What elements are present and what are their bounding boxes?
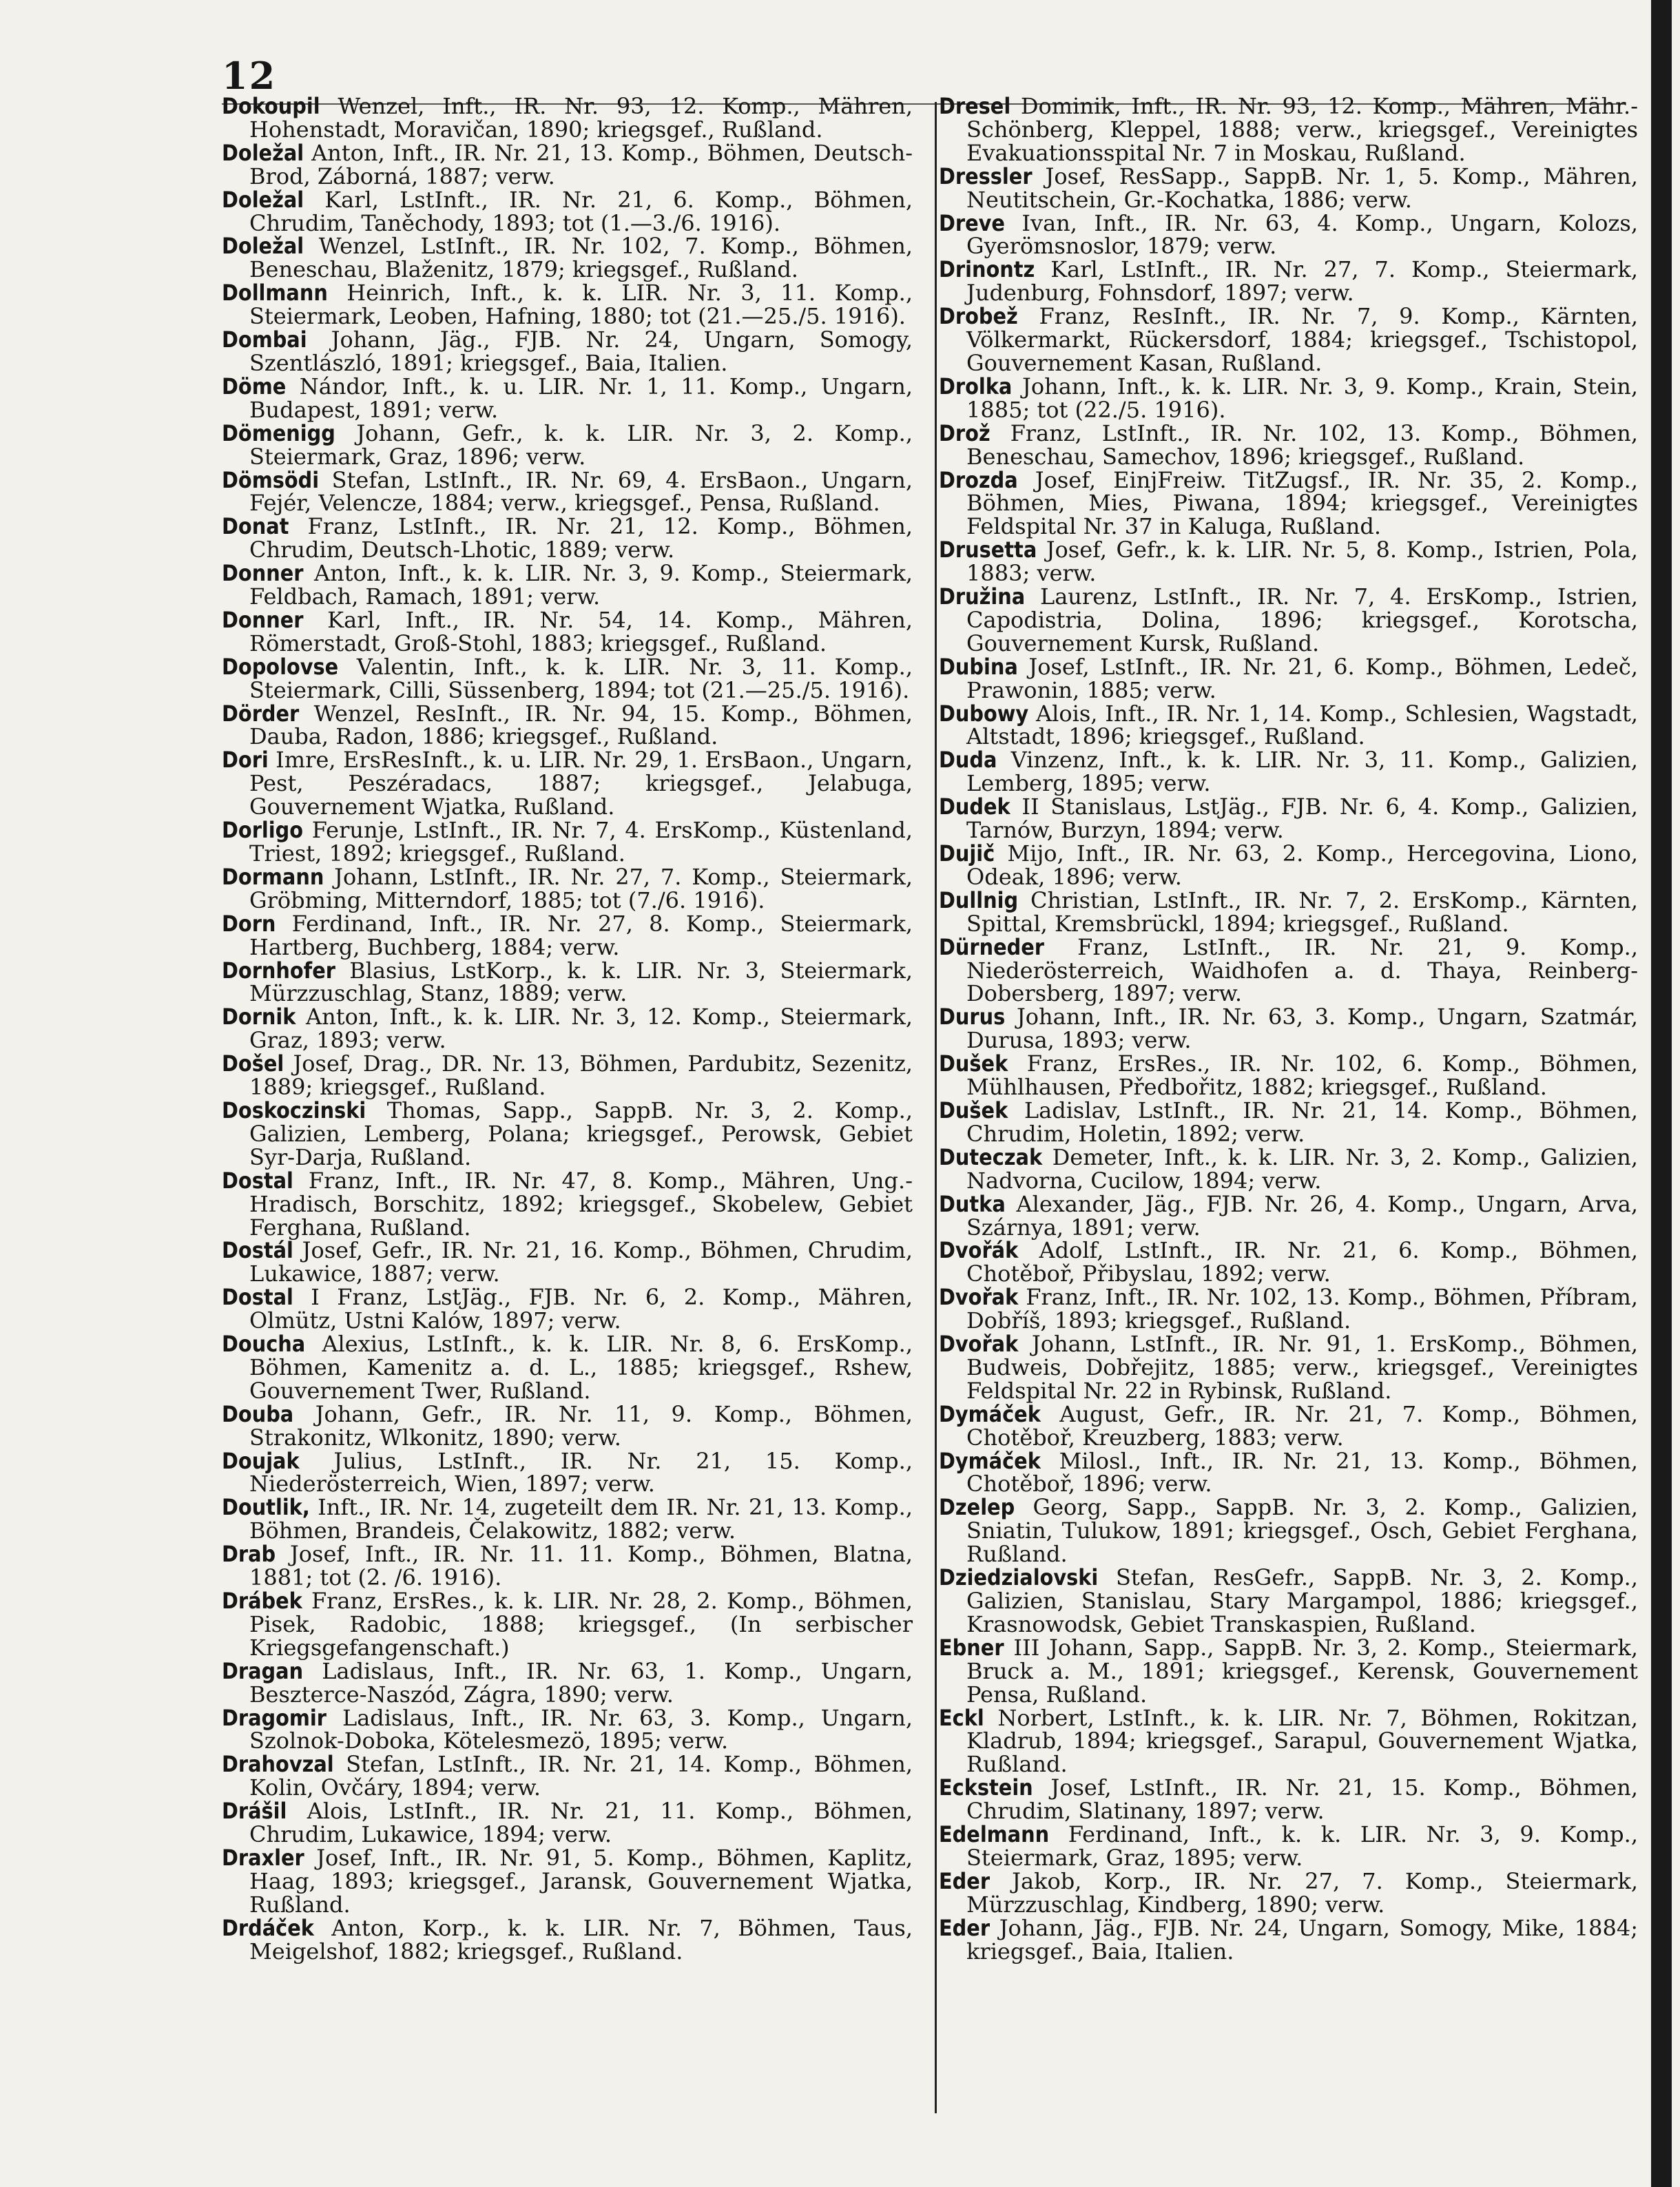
casualty-entry — [939, 466, 1639, 540]
casualty-entry — [939, 1286, 1638, 1333]
casualty-entry — [222, 863, 913, 913]
entry-details: Anton, Inft., IR. Nr. 21, 13. Komp., Böhmen, Deutsch-Brod, Záborná, 1887; verw. — [249, 139, 913, 189]
casualty-entry — [939, 209, 1638, 260]
casualty-entry — [939, 1914, 1639, 1965]
casualty-entry — [939, 1566, 1638, 1637]
entry-surname: Dubina — [939, 653, 1018, 680]
entry-details: Vinzenz, Inft., k. k. LIR. Nr. 3, 11. Komp., Galizien, Lemberg, 1895; verw. — [966, 747, 1639, 797]
entry-surname: Doležal — [222, 186, 304, 213]
entry-details: Ivan, Inft., IR. Nr. 63, 4. Komp., Ungarn, Kolozs, Gyerömsnoslor, 1879; verw. — [966, 209, 1638, 260]
entry-surname: Dornhofer — [222, 957, 335, 984]
entry-surname: Dutka — [939, 1190, 1006, 1217]
entry-details: Thomas, Sapp., SappB. Nr. 3, 2. Komp., Galizien, Lemberg, Polana; kriegsgef., Perowsk, Gebiet Syr-Darja, Rußland. — [249, 1097, 913, 1170]
entry-surname: Dujič — [939, 840, 995, 867]
casualty-entry — [222, 1753, 913, 1800]
entry-details: Jakob, Korp., IR. Nr. 27, 7. Komp., Steiermark, Mürzzuschlag, Kindberg, 1890; verw. — [966, 1867, 1639, 1918]
entry-surname: Dopolovse — [222, 653, 339, 680]
entry-details: Heinrich, Inft., k. k. LIR. Nr. 3, 11. Komp., Steiermark, Leoben, Hafning, 1880; tot (21.—25./5. 1916). — [249, 280, 913, 330]
entry-details: Franz, ResInft., IR. Nr. 7, 9. Komp., Kärnten, Völkermarkt, Rückersdorf, 1884; kriegsgef., Tschistopol, Gouvernement Kasan, Rußland. — [966, 303, 1638, 376]
entry-details: III Johann, Sapp., SappB. Nr. 3, 2. Komp., Steiermark, Bruck a. M., 1891; kriegsgef., Kerensk, Gouvernement Pensa, Rußland. — [966, 1634, 1638, 1708]
entry-details: II Stanislaus, LstJäg., FJB. Nr. 6, 4. Komp., Galizien, Tarnów, Burzyn, 1894; verw. — [966, 794, 1639, 844]
entry-details: Anton, Korp., k. k. LIR. Nr. 7, Böhmen, Taus, Meigelshof, 1882; kriegsgef., Rußland. — [249, 1914, 913, 1965]
casualty-entry — [939, 749, 1638, 796]
entry-surname: Doujak — [222, 1447, 300, 1474]
entry-surname: Drusetta — [939, 537, 1037, 563]
entry-details: Wenzel, Inft., IR. Nr. 93, 12. Komp., Mähren, Hohenstadt, Moravičan, 1890; kriegsgef., Rußland. — [249, 93, 913, 143]
entry-details: Josef, Gefr., k. k. LIR. Nr. 5, 8. Komp., Istrien, Pola, 1883; verw. — [966, 537, 1639, 587]
entry-details: Anton, Inft., k. k. LIR. Nr. 3, 9. Komp., Steiermark, Feldbach, Ramach, 1891; verw. — [249, 560, 913, 610]
page-number: 12 — [222, 54, 277, 98]
casualty-entry — [939, 419, 1638, 470]
casualty-entry — [222, 466, 913, 517]
entry-details: Alois, Inft., IR. Nr. 1, 14. Komp., Schlesien, Wagstadt, Altstadt, 1896; kriegsgef., Rußland. — [966, 700, 1639, 750]
entry-details: Josef, LstInft., IR. Nr. 21, 6. Komp., Böhmen, Ledeč, Prawonin, 1885; verw. — [966, 653, 1639, 703]
casualty-entry — [222, 95, 913, 142]
entry-details: Milosl., Inft., IR. Nr. 21, 13. Komp., Böhmen, Chotěboř, 1896; verw. — [966, 1447, 1639, 1497]
entry-surname: Eder — [939, 1867, 991, 1894]
entry-surname: Drdáček — [222, 1914, 314, 1941]
casualty-entry — [939, 796, 1638, 842]
entry-details: Dominik, Inft., IR. Nr. 93, 12. Komp., Mähren, Mähr.-Schönberg, Kleppel, 1888; verw., kriegsgef., Vereinigtes Evakuationsspital Nr. 7 in Moskau, Rußland. — [966, 93, 1639, 166]
casualty-entry — [939, 1400, 1639, 1451]
entry-surname: Dudek — [939, 794, 1010, 820]
casualty-entry — [939, 585, 1638, 656]
entry-surname: Drolka — [939, 373, 1013, 400]
entry-surname: Dymáček — [939, 1400, 1041, 1427]
casualty-entry — [222, 282, 913, 329]
entry-details: Inft., IR. Nr. 14, zugeteilt dem IR. Nr. 21, 13. Komp., Böhmen, Brandeis, Čelakowitz, 1882; verw. — [249, 1494, 913, 1544]
casualty-entry — [222, 1543, 913, 1590]
entry-surname: Drobež — [939, 303, 1018, 330]
entry-details: Josef, Drag., DR. Nr. 13, Böhmen, Pardubitz, Sezenitz, 1889; kriegsgef., Rußland. — [249, 1050, 913, 1101]
casualty-entry — [939, 1099, 1638, 1146]
entry-surname: Drož — [939, 419, 991, 446]
casualty-entry — [939, 165, 1638, 212]
entry-details: Franz, ErsRes., k. k. LIR. Nr. 28, 2. Komp., Böhmen, Pisek, Radobic, 1888; kriegsgef., (In serbischer Kriegsgefangenschaft.) — [249, 1588, 913, 1661]
casualty-entry — [939, 1006, 1638, 1053]
casualty-entry — [222, 1496, 913, 1543]
entry-surname: Doutlik, — [222, 1494, 310, 1521]
casualty-entry — [222, 1447, 913, 1497]
entry-details: Ferdinand, Inft., IR. Nr. 27, 8. Komp., Steiermark, Hartberg, Buchberg, 1884; verw. — [249, 910, 913, 960]
entry-surname: Drábek — [222, 1588, 302, 1614]
casualty-entry — [222, 910, 913, 960]
entry-surname: Drinontz — [939, 256, 1035, 283]
casualty-entry — [939, 933, 1638, 1007]
casualty-entry — [222, 1800, 913, 1847]
entry-surname: Dormann — [222, 863, 324, 890]
entry-details: August, Gefr., IR. Nr. 21, 7. Komp., Böhmen, Chotěboř, Kreuzberg, 1883; verw. — [966, 1400, 1639, 1451]
entry-details: Mijo, Inft., IR. Nr. 63, 2. Komp., Hercegovina, Liono, Odeak, 1896; verw. — [966, 840, 1639, 890]
casualty-entry — [939, 305, 1638, 375]
entry-surname: Draxler — [222, 1844, 304, 1871]
entry-details: Ferunje, LstInft., IR. Nr. 7, 4. ErsKomp., Küstenland, Triest, 1892; kriegsgef., Rußland. — [249, 817, 913, 867]
casualty-entry — [939, 700, 1639, 750]
casualty-entry — [222, 1704, 913, 1754]
casualty-entry — [939, 1333, 1638, 1403]
entry-surname: Durus — [939, 1004, 1006, 1030]
entry-surname: Dorligo — [222, 817, 303, 844]
entry-details: Johann, Gefr., k. k. LIR. Nr. 3, 2. Komp., Steiermark, Graz, 1896; verw. — [249, 419, 913, 470]
casualty-entry — [939, 1867, 1639, 1918]
casualty-entry — [939, 1776, 1638, 1823]
entry-details: Josef, LstInft., IR. Nr. 21, 15. Komp., Böhmen, Chrudim, Slatinany, 1897; verw. — [966, 1774, 1639, 1825]
entry-details: Johann, LstInft., IR. Nr. 91, 1. ErsKomp., Böhmen, Budweis, Dobřejitz, 1885; verw., kriegsgef., Vereinigtes Feldspital Nr. 22 in Rybinsk, Rußland. — [966, 1331, 1639, 1404]
entry-details: Norbert, LstInft., k. k. LIR. Nr. 7, Böhmen, Rokitzan, Kladrub, 1894; kriegsgef., Sarapul, Gouvernement Wjatka, Rußland. — [966, 1704, 1638, 1778]
entry-details: Josef, Inft., IR. Nr. 91, 5. Komp., Böhmen, Kaplitz, Haag, 1893; kriegsgef., Jaransk, Gouvernement Wjatka, Rußland. — [249, 1844, 913, 1918]
entry-surname: Eder — [939, 1914, 991, 1941]
casualty-entry — [222, 1657, 913, 1708]
entry-surname: Donat — [222, 513, 289, 540]
casualty-entry — [939, 1447, 1639, 1497]
casualty-entry — [939, 889, 1638, 936]
right-column — [939, 95, 1638, 1964]
entry-surname: Dubowy — [939, 700, 1029, 727]
entry-details: Franz, LstInft., IR. Nr. 21, 12. Komp., Böhmen, Chrudim, Deutsch-Lhotic, 1889; verw. — [249, 513, 913, 563]
casualty-entry — [222, 606, 913, 656]
entry-details: Stefan, LstInft., IR. Nr. 21, 14. Komp., Böhmen, Kolin, Ovčáry, 1894; verw. — [249, 1751, 913, 1801]
entry-surname: Dullnig — [939, 887, 1019, 913]
casualty-entry — [939, 375, 1638, 422]
entry-details: I Franz, LstJäg., FJB. Nr. 6, 2. Komp., Mähren, Olmütz, Ustni Kalów, 1897; verw. — [249, 1284, 913, 1334]
casualty-entry — [939, 1634, 1638, 1708]
entry-surname: Donner — [222, 606, 304, 633]
casualty-entry — [222, 957, 913, 1007]
entry-surname: Drozda — [939, 466, 1018, 493]
entry-surname: Eckl — [939, 1704, 984, 1731]
entry-details: Ladislav, LstInft., IR. Nr. 21, 14. Komp., Böhmen, Chrudim, Holetin, 1892; verw. — [966, 1097, 1639, 1147]
entry-surname: Dvořak — [939, 1331, 1019, 1358]
entry-details: Karl, LstInft., IR. Nr. 27, 7. Komp., Steiermark, Judenburg, Fohnsdorf, 1897; verw. — [966, 256, 1639, 307]
entry-details: Ferdinand, Inft., k. k. LIR. Nr. 3, 9. Komp., Steiermark, Graz, 1895; verw. — [966, 1821, 1639, 1871]
entry-details: Alexius, LstInft., k. k. LIR. Nr. 8, 6. ErsKomp., Böhmen, Kamenitz a. d. L., 1885; kriegsgef., Rshew, Gouvernement Twer, Rußland. — [249, 1331, 913, 1404]
casualty-entry — [222, 375, 913, 422]
casualty-entry — [222, 1400, 913, 1451]
casualty-entry — [939, 1823, 1638, 1870]
casualty-entry — [222, 1590, 913, 1660]
entry-surname: Dombai — [222, 327, 307, 353]
entry-details: Alexander, Jäg., FJB. Nr. 26, 4. Komp., Ungarn, Arva, Szárnya, 1891; verw. — [966, 1190, 1638, 1241]
entry-surname: Duteczak — [939, 1143, 1043, 1170]
casualty-entry — [222, 1844, 913, 1918]
entry-details: Wenzel, ResInft., IR. Nr. 94, 15. Komp., Böhmen, Dauba, Radon, 1886; kriegsgef., Rußland. — [249, 700, 913, 750]
entry-surname: Dömsödi — [222, 466, 320, 493]
casualty-entry — [222, 819, 913, 866]
entry-surname: Dürneder — [939, 933, 1044, 960]
entry-details: Josef, Gefr., IR. Nr. 21, 16. Komp., Böhmen, Chrudim, Lukawice, 1887; verw. — [249, 1237, 913, 1287]
page-edge-shadow — [1651, 0, 1672, 2187]
entry-surname: Dvořak — [939, 1284, 1019, 1311]
entry-details: Karl, Inft., IR. Nr. 54, 14. Komp., Mähren, Römerstadt, Groß-Stohl, 1883; kriegsgef., Rußland. — [249, 606, 913, 656]
entry-details: Johann, Gefr., IR. Nr. 11, 9. Komp., Böhmen, Strakonitz, Wlkonitz, 1890; verw. — [249, 1400, 913, 1451]
casualty-entry — [222, 139, 913, 189]
casualty-entry — [222, 653, 913, 703]
entry-details: Franz, ErsRes., IR. Nr. 102, 6. Komp., Böhmen, Mühlhausen, Předbořitz, 1882; kriegsgef., Rußland. — [966, 1050, 1639, 1101]
entry-surname: Dostal — [222, 1284, 293, 1311]
entry-surname: Dzelep — [939, 1494, 1015, 1521]
casualty-entry — [222, 1914, 913, 1965]
casualty-entry — [222, 329, 913, 375]
entry-details: Franz, Inft., IR. Nr. 47, 8. Komp., Mähren, Ung.-Hradisch, Borschitz, 1892; kriegsgef., Skobelew, Gebiet Ferghana, Rußland. — [249, 1167, 913, 1241]
entry-surname: Dymáček — [939, 1447, 1041, 1474]
entry-surname: Doležal — [222, 139, 304, 166]
entry-details: Johann, Inft., IR. Nr. 63, 3. Komp., Ungarn, Szatmár, Durusa, 1893; verw. — [966, 1004, 1639, 1054]
entry-details: Demeter, Inft., k. k. LIR. Nr. 3, 2. Komp., Galizien, Nadvorna, Cucilow, 1894; verw. — [966, 1143, 1639, 1194]
casualty-entry — [939, 842, 1638, 889]
casualty-entry — [222, 419, 913, 470]
casualty-entry — [222, 749, 913, 819]
casualty-entry — [222, 1050, 913, 1101]
entry-details: Valentin, Inft., k. k. LIR. Nr. 3, 11. Komp., Steiermark, Cilli, Süssenberg, 1894; tot (21.—25./5. 1916). — [249, 653, 913, 703]
entry-details: Anton, Inft., k. k. LIR. Nr. 3, 12. Komp., Steiermark, Graz, 1893; verw. — [249, 1004, 913, 1054]
entry-details: Josef, Inft., IR. Nr. 11. 11. Komp., Böhmen, Blatna, 1881; tot (2. /6. 1916). — [249, 1541, 913, 1591]
entry-surname: Dornik — [222, 1004, 296, 1030]
entry-details: Laurenz, LstInft., IR. Nr. 7, 4. ErsKomp., Istrien, Capodistria, Dolina, 1896; kriegsgef., Korotscha, Gouvernement Kursk, Rußland. — [966, 583, 1639, 656]
entry-details: Ladislaus, Inft., IR. Nr. 63, 3. Komp., Ungarn, Szolnok-Doboka, Kötelesmezö, 1895; verw. — [249, 1704, 913, 1754]
entry-details: Ladislaus, Inft., IR. Nr. 63, 1. Komp., Ungarn, Beszterce-Naszód, Zágra, 1890; verw. — [249, 1657, 913, 1708]
entry-details: Josef, ResSapp., SappB. Nr. 1, 5. Komp., Mähren, Neutitschein, Gr.-Kochatka, 1886; verw. — [966, 163, 1639, 213]
entry-surname: Doskoczinski — [222, 1097, 366, 1123]
entry-surname: Dressler — [939, 163, 1033, 189]
entry-details: Johann, Inft., k. k. LIR. Nr. 3, 9. Komp., Krain, Stein, 1885; tot (22./5. 1916). — [966, 373, 1639, 423]
entry-details: Adolf, LstInft., IR. Nr. 21, 6. Komp., Böhmen, Chotěboř, Přibyslau, 1892; verw. — [966, 1237, 1639, 1287]
casualty-entry — [939, 1239, 1638, 1286]
entry-surname: Dörder — [222, 700, 300, 727]
entry-surname: Edelmann — [939, 1821, 1050, 1848]
entry-surname: Dömenigg — [222, 419, 335, 446]
entry-surname: Ebner — [939, 1634, 1004, 1661]
entry-surname: Drahovzal — [222, 1751, 334, 1778]
entry-details: Blasius, LstKorp., k. k. LIR. Nr. 3, Steiermark, Mürzzuschlag, Stanz, 1889; verw. — [249, 957, 913, 1007]
entry-details: Alois, LstInft., IR. Nr. 21, 11. Komp., Böhmen, Chrudim, Lukawice, 1894; verw. — [249, 1798, 913, 1848]
casualty-entry — [939, 1050, 1639, 1101]
entry-surname: Drášil — [222, 1798, 287, 1825]
entry-surname: Doucha — [222, 1331, 306, 1358]
entry-surname: Dokoupil — [222, 93, 320, 119]
entry-surname: Donner — [222, 560, 304, 587]
entry-surname: Dvořák — [939, 1237, 1019, 1264]
casualty-entry — [939, 258, 1638, 305]
entry-surname: Dostál — [222, 1237, 293, 1264]
entry-details: Johann, Jäg., FJB. Nr. 24, Ungarn, Somogy, Szentlászló, 1891; kriegsgef., Baia, Italien. — [249, 327, 913, 376]
casualty-entry — [222, 562, 913, 609]
casualty-entry — [222, 1239, 913, 1286]
casualty-entry — [222, 700, 913, 750]
entry-surname: Dorn — [222, 910, 276, 937]
entry-surname: Dollmann — [222, 280, 328, 307]
entry-details: Franz, LstInft., IR. Nr. 21, 9. Komp., Niederösterreich, Waidhofen a. d. Thaya, Reinberg-Dobersberg, 1897; verw. — [966, 933, 1638, 1007]
casualty-entry — [222, 1333, 913, 1403]
entry-surname: Douba — [222, 1400, 294, 1427]
entry-surname: Došel — [222, 1050, 284, 1077]
casualty-entry — [222, 515, 913, 562]
casualty-entry — [939, 1190, 1638, 1241]
entry-surname: Dragan — [222, 1657, 304, 1684]
entry-details: Karl, LstInft., IR. Nr. 21, 6. Komp., Böhmen, Chrudim, Taněchody, 1893; tot (1.—3./6. 1916). — [249, 186, 913, 236]
entry-surname: Dziedzialovski — [939, 1564, 1099, 1591]
casualty-entry — [939, 1143, 1639, 1194]
casualty-entry — [939, 653, 1639, 703]
entry-details: Julius, LstInft., IR. Nr. 21, 15. Komp., Niederösterreich, Wien, 1897; verw. — [249, 1447, 913, 1497]
entry-details: Johann, Jäg., FJB. Nr. 24, Ungarn, Somogy, Mike, 1884; kriegsgef., Baia, Italien. — [966, 1914, 1639, 1965]
casualty-entry — [222, 1006, 913, 1053]
entry-surname: Dušek — [939, 1050, 1008, 1077]
casualty-entry — [939, 1496, 1638, 1566]
entry-details: Nándor, Inft., k. u. LIR. Nr. 1, 11. Komp., Ungarn, Budapest, 1891; verw. — [249, 373, 913, 423]
entry-surname: Doležal — [222, 233, 304, 260]
entry-surname: Dori — [222, 747, 269, 774]
casualty-entry — [939, 539, 1638, 585]
entry-details: Imre, ErsResInft., k. u. LIR. Nr. 29, 1. ErsBaon., Ungarn, Pest, Peszéradacs, 1887; kriegsgef., Jelabuga, Gouvernement Wjatka, Rußland. — [249, 747, 913, 820]
casualty-entry — [222, 235, 913, 282]
entry-surname: Dostal — [222, 1167, 293, 1194]
entry-surname: Döme — [222, 373, 287, 400]
casualty-entry — [222, 1167, 913, 1241]
entry-surname: Duda — [939, 747, 997, 774]
entry-details: Stefan, LstInft., IR. Nr. 69, 4. ErsBaon., Ungarn, Fejér, Velencze, 1884; verw., kriegsgef., Pensa, Rußland. — [249, 466, 913, 517]
entry-details: Georg, Sapp., SappB. Nr. 3, 2. Komp., Galizien, Sniatin, Tulukow, 1891; kriegsgef., Osch, Gebiet Ferghana, Rußland. — [966, 1494, 1639, 1568]
casualty-entry — [939, 1704, 1638, 1778]
casualty-entry — [222, 1099, 913, 1170]
entry-surname: Dušek — [939, 1097, 1008, 1123]
column-divider — [935, 102, 937, 2113]
casualty-entry — [939, 95, 1638, 165]
entry-details: Josef, EinjFreiw. TitZugsf., IR. Nr. 35, 2. Komp., Böhmen, Mies, Piwana, 1894; kriegsgef., Vereinigtes Feldspital Nr. 37 in Kaluga, Rußland. — [966, 466, 1639, 540]
entry-details: Christian, LstInft., IR. Nr. 7, 2. ErsKomp., Kärnten, Spittal, Kremsbrückl, 1894; kriegsgef., Rußland. — [966, 887, 1638, 937]
entry-surname: Dresel — [939, 93, 1011, 119]
entry-surname: Drab — [222, 1541, 276, 1568]
entry-details: Wenzel, LstInft., IR. Nr. 102, 7. Komp., Böhmen, Beneschau, Blaženitz, 1879; kriegsgef., Rußland. — [249, 233, 913, 283]
entry-surname: Eckstein — [939, 1774, 1033, 1801]
entry-details: Franz, LstInft., IR. Nr. 102, 13. Komp., Böhmen, Beneschau, Samechov, 1896; kriegsgef., Rußland. — [966, 419, 1638, 470]
left-column — [222, 95, 913, 1964]
casualty-entry — [222, 1286, 913, 1333]
entry-surname: Dragomir — [222, 1704, 326, 1731]
entry-surname: Dreve — [939, 209, 1005, 236]
entry-surname: Družina — [939, 583, 1026, 610]
entry-details: Stefan, ResGefr., SappB. Nr. 3, 2. Komp., Galizien, Stanislau, Stary Margampol, 1886; kriegsgef., Krasnowodsk, Gebiet Transkaspien, Rußland. — [966, 1564, 1639, 1637]
entry-details: Johann, LstInft., IR. Nr. 27, 7. Komp., Steiermark, Gröbming, Mitterndorf, 1885; tot (7./6. 1916). — [249, 863, 913, 913]
entry-details: Franz, Inft., IR. Nr. 102, 13. Komp., Böhmen, Příbram, Dobříš, 1893; kriegsgef., Rußland. — [966, 1284, 1639, 1334]
casualty-entry — [222, 186, 913, 236]
